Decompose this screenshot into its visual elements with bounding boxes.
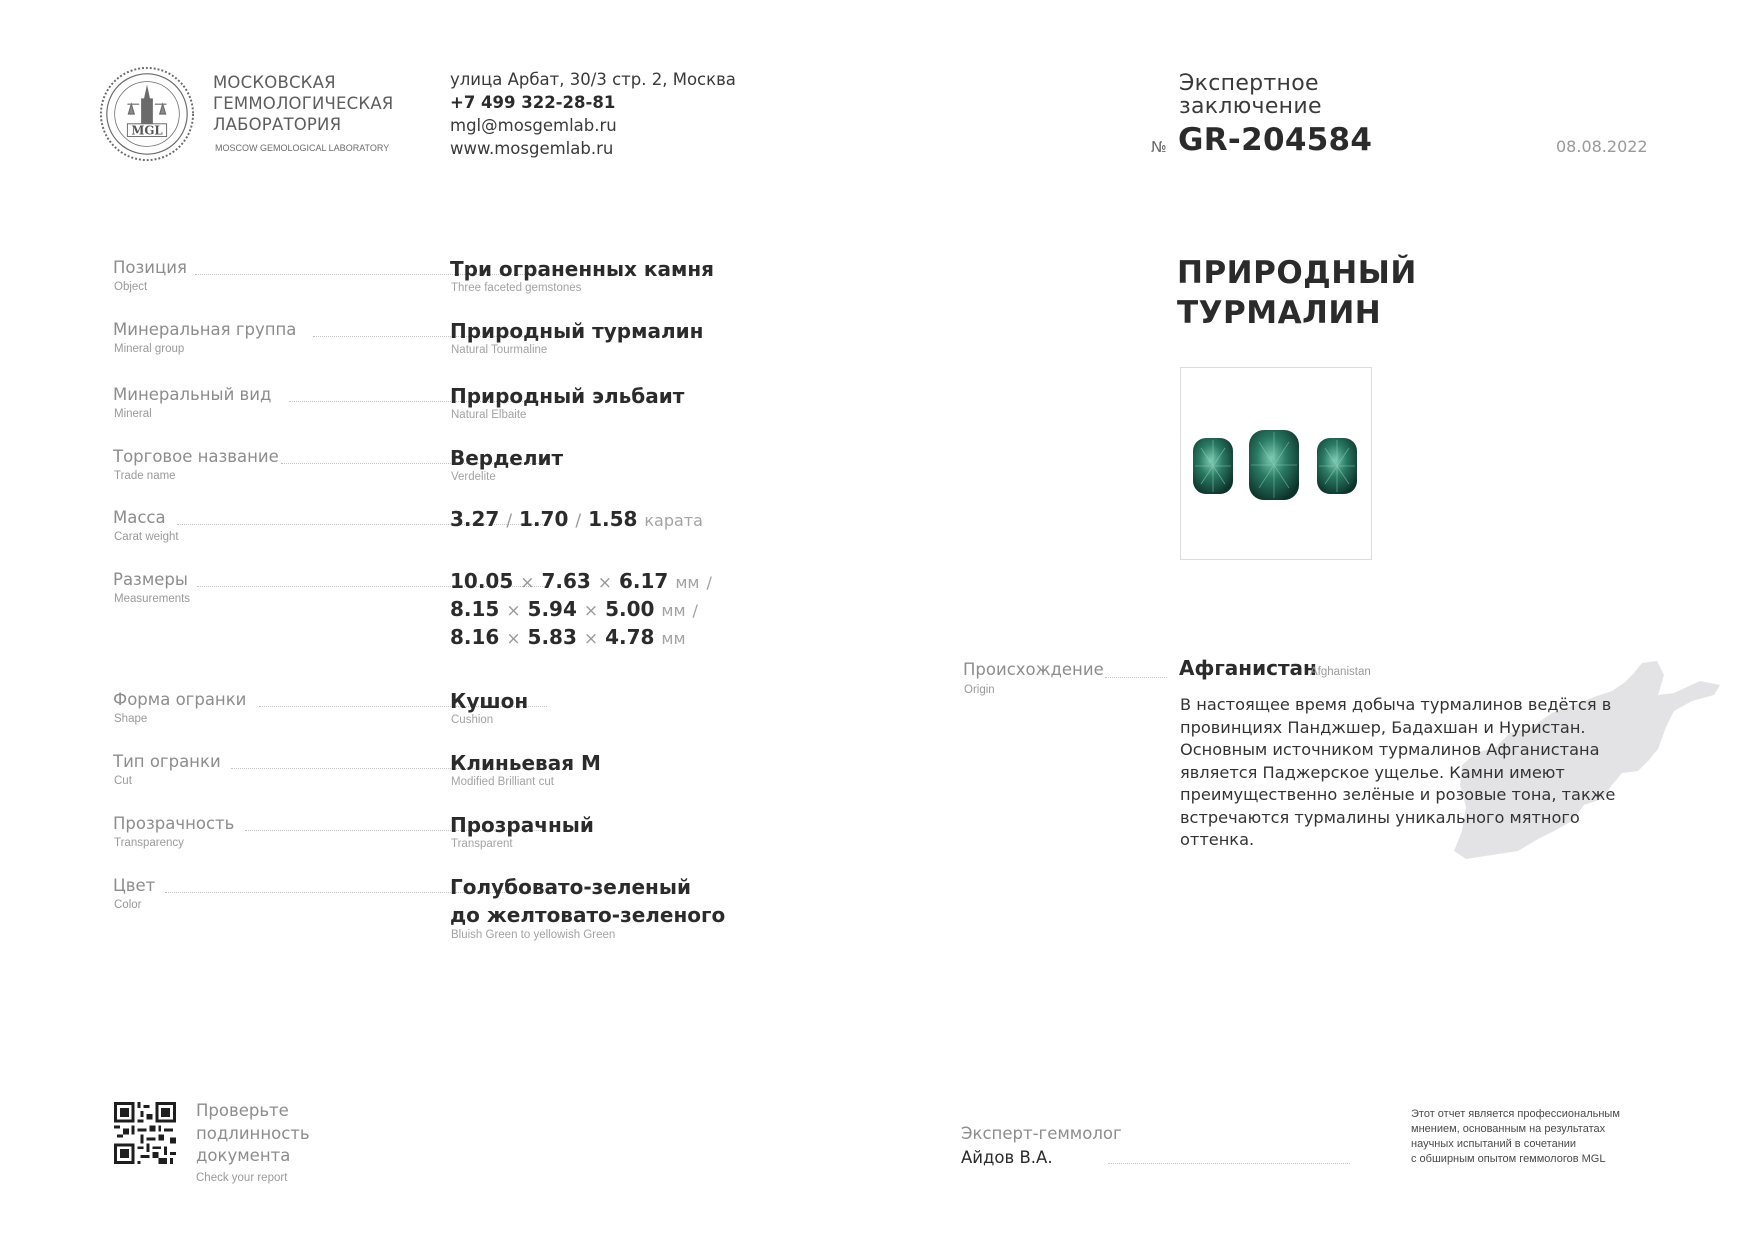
separator: / (692, 601, 698, 620)
row-value-en: Bluish Green to yellowish Green (451, 929, 616, 941)
dim: 8.16 (450, 625, 500, 649)
unit: мм (675, 573, 700, 592)
gemstone-left (1193, 438, 1233, 494)
row-label: Торговое название (113, 447, 279, 466)
disclaimer-line-3: научных испытаний в сочетании (1411, 1138, 1577, 1150)
disclaimer-line-2: мнением, основанным на результатах (1411, 1123, 1606, 1135)
row-transparency (113, 814, 793, 864)
row-label-en: Color (114, 899, 142, 911)
verify-line-1: Проверьте (196, 1101, 289, 1120)
row-label: Минеральная группа (113, 320, 297, 339)
expert-name: Айдов В.А. (961, 1148, 1053, 1167)
carat-value-2: 1.70 (519, 507, 569, 531)
row-label-en: Cut (114, 775, 132, 787)
row-label: Цвет (113, 876, 156, 895)
times: × (520, 573, 535, 593)
certificate-title (1179, 72, 1322, 118)
row-label-en: Carat weight (114, 531, 179, 543)
gemstones-image (1181, 368, 1371, 559)
row-label: Размеры (113, 570, 188, 589)
separator: / (706, 573, 712, 592)
carat-value-1: 3.27 (450, 507, 500, 531)
certificate-date: 08.08.2022 (1556, 137, 1648, 156)
carat-unit: карата (644, 511, 703, 530)
row-value-en: Transparent (451, 838, 513, 850)
signature-line (1108, 1163, 1350, 1164)
carat-values (450, 505, 703, 535)
dotted-leader (1105, 677, 1167, 678)
row-value: Кушон (450, 689, 529, 713)
certificate-title-line-1: Экспертное (1179, 71, 1319, 96)
row-value-en: Three faceted gemstones (451, 282, 582, 294)
row-value-en: Natural Tourmaline (451, 344, 548, 356)
lab-name-line-2: ГЕММОЛОГИЧЕСКАЯ (213, 94, 394, 113)
times: × (583, 601, 599, 621)
lab-name-en: MOSCOW GEMOLOGICAL LABORATORY (215, 143, 390, 153)
row-label-en: Transparency (114, 837, 184, 849)
unit: мм (661, 629, 686, 648)
gemstone-right (1317, 438, 1357, 494)
row-cut (113, 752, 793, 802)
row-measurements (113, 570, 793, 660)
row-value: Природный эльбаит (450, 384, 685, 408)
row-label: Масса (113, 508, 166, 527)
dim: 6.17 (619, 569, 669, 593)
origin-label: Происхождение (963, 660, 1104, 679)
origin-value-en: Afghanistan (1310, 666, 1371, 678)
separator: / (575, 511, 582, 531)
gem-title-line-1: ПРИРОДНЫЙ (1177, 255, 1417, 291)
gem-photo (1180, 367, 1372, 560)
separator: / (506, 511, 513, 531)
verify-en: Check your report (196, 1172, 288, 1184)
lab-seal-logo (98, 65, 196, 163)
phone-link[interactable]: +7 499 322-28-81 (450, 93, 616, 112)
lab-name-line-1: МОСКОВСКАЯ (213, 73, 336, 92)
verify-line-3: документа (196, 1146, 291, 1165)
row-label: Позиция (113, 258, 187, 277)
dim: 5.94 (527, 597, 577, 621)
certificate-number: GR-204584 (1178, 122, 1373, 158)
dim: 8.15 (450, 597, 500, 621)
row-label: Минеральный вид (113, 385, 272, 404)
measurement-line-3 (450, 623, 686, 653)
email-link[interactable]: mgl@mosgemlab.ru (450, 116, 617, 135)
carat-value-3: 1.58 (588, 507, 638, 531)
verify-line-2: подлинность (196, 1123, 310, 1143)
row-mineral-group (113, 320, 793, 370)
gem-title (1177, 253, 1417, 333)
row-label-en: Measurements (114, 593, 191, 605)
expert-label: Эксперт-геммолог (961, 1124, 1122, 1143)
row-value-en: Natural Elbaite (451, 409, 527, 421)
row-color (113, 876, 793, 946)
row-label: Прозрачность (113, 814, 235, 833)
address: улица Арбат, 30/3 стр. 2, Москва (450, 70, 736, 89)
row-label-en: Mineral group (114, 343, 185, 355)
row-value: Прозрачный (450, 813, 594, 837)
measurement-line-2 (450, 595, 698, 625)
origin-value: Афганистан (1179, 656, 1317, 680)
origin-description: В настоящее время добыча турмалинов ведётся в провинциях Панджшер, Бадахшан и Нуристан. Основным источником турмалинов Афганистана является Паджерское ущелье. Камни имеют преимущественно зелёные и розовые тона, также встречаются турмалины уникального мятного оттенка. (1180, 695, 1616, 849)
times: × (583, 629, 599, 649)
dim: 7.63 (541, 569, 591, 593)
qr-code-icon[interactable] (114, 1102, 176, 1164)
unit: мм (661, 601, 686, 620)
row-label: Форма огранки (113, 690, 247, 709)
row-trade-name (113, 447, 793, 497)
dim: 10.05 (450, 569, 514, 593)
row-label-en: Shape (114, 713, 148, 725)
row-value-en: Modified Brilliant cut (451, 776, 554, 788)
contacts-block (450, 68, 736, 160)
origin-label-en: Origin (964, 684, 995, 696)
row-value: Природный турмалин (450, 319, 704, 343)
disclaimer-line-4: с обширным опытом геммологов MGL (1411, 1153, 1606, 1165)
row-mineral (113, 385, 793, 435)
row-value: Клиньевая М (450, 751, 601, 775)
lab-name (213, 72, 393, 135)
times: × (506, 601, 521, 621)
dim: 5.00 (605, 597, 655, 621)
certificate-title-line-2: заключение (1179, 94, 1322, 119)
row-object (113, 258, 793, 308)
times: × (506, 629, 521, 649)
row-value-en: Cushion (451, 714, 494, 726)
row-label-en: Mineral (114, 408, 152, 420)
gemstone-center (1249, 430, 1299, 500)
disclaimer-line-1: Этот отчет является профессиональным (1411, 1108, 1620, 1120)
row-value-en: Verdelite (451, 471, 496, 483)
seal-text: MGL (131, 123, 163, 138)
number-sign: № (1151, 138, 1167, 156)
verify-document-link[interactable] (196, 1100, 310, 1168)
row-value: Три ограненных камня (450, 257, 714, 281)
row-shape (113, 690, 793, 740)
website-link[interactable]: www.mosgemlab.ru (450, 139, 614, 158)
row-carat-weight (113, 508, 793, 558)
disclaimer (1411, 1107, 1651, 1167)
row-value: Верделит (450, 446, 564, 470)
gem-title-line-2: ТУРМАЛИН (1177, 295, 1382, 331)
dim: 4.78 (605, 625, 655, 649)
row-label-en: Object (114, 281, 148, 293)
row-label-en: Trade name (114, 470, 176, 482)
dim: 5.83 (527, 625, 577, 649)
color-value-line-1: Голубовато-зеленый (450, 875, 691, 899)
row-label: Тип огранки (113, 752, 221, 771)
color-value-line-2: до желтовато-зеленого (450, 903, 726, 927)
measurement-line-1 (450, 567, 712, 597)
times: × (597, 573, 613, 593)
lab-name-line-3: ЛАБОРАТОРИЯ (213, 115, 342, 134)
